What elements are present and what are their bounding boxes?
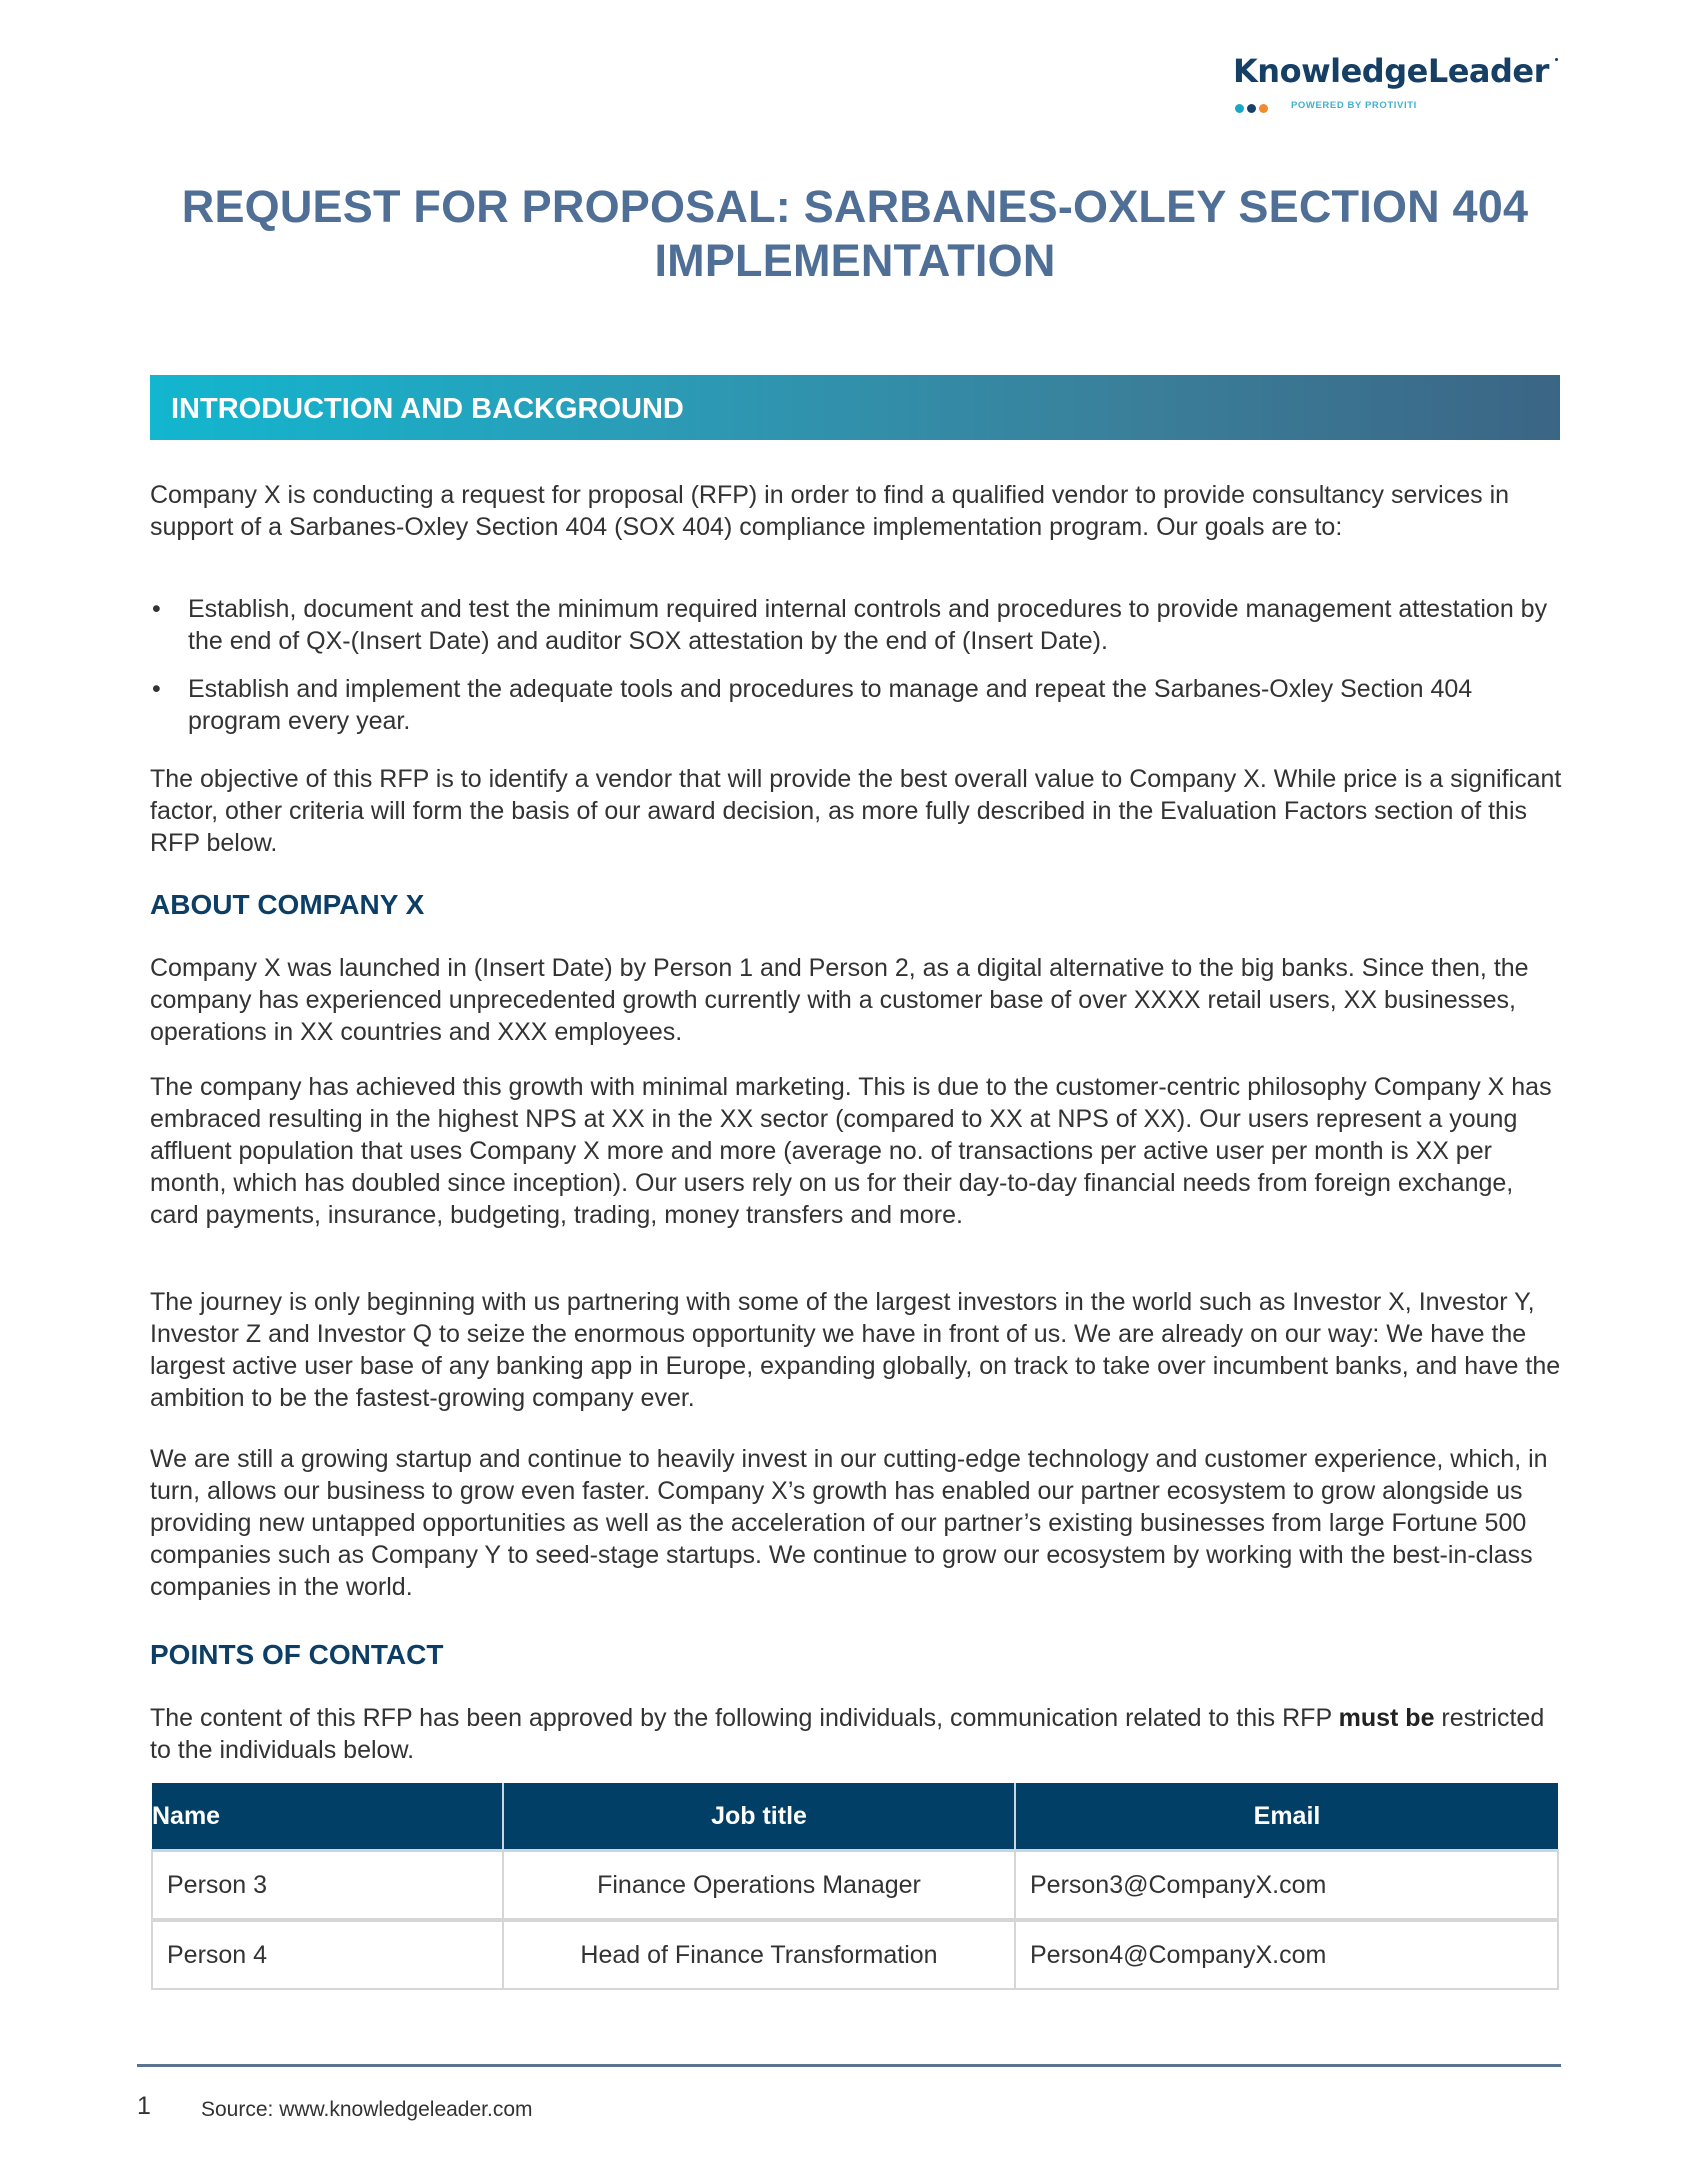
bullet-icon: • bbox=[152, 595, 161, 623]
cell-email: Person3@CompanyX.com bbox=[1015, 1851, 1558, 1921]
logo-wordmark: KnowledgeLeader bbox=[1233, 52, 1549, 90]
column-header-name: Name bbox=[152, 1783, 503, 1851]
goal-bullet-text: Establish, document and test the minimum required internal controls and procedures to provide management attestation by the end of QX-(Insert Date) and auditor SOX attestation by the end of (Insert Date). bbox=[188, 595, 1548, 655]
registered-mark-icon bbox=[1555, 58, 1558, 61]
objective-paragraph: The objective of this RFP is to identify a vendor that will provide the best overall value to Company X. While price is a significant factor, other criteria will form the basis of our award decision, as more fully described in the Evaluation Factors section of this RFP below. bbox=[150, 765, 1562, 857]
cell-email: Person4@CompanyX.com bbox=[1015, 1920, 1558, 1989]
logo-dot-teal bbox=[1235, 104, 1244, 113]
document-title: REQUEST FOR PROPOSAL: SARBANES-OXLEY SECTION 404 IMPLEMENTATION bbox=[181, 181, 1529, 286]
about-paragraph: The journey is only beginning with us partnering with some of the largest investors in the world such as Investor X, Investor Y, Investor Z and Investor Q to seize the enormous opportunity we have in front of us. We are already on our way: We have the largest active user base of any banking app in Europe, expanding globally, on track to take over incumbent banks, and have the ambition to be the fastest-growing company ever. bbox=[150, 1288, 1561, 1412]
table-row bbox=[152, 1851, 1558, 1921]
goal-bullet bbox=[150, 673, 1562, 737]
footer-source: Source: www.knowledgeleader.com bbox=[201, 2098, 533, 2121]
footer-divider bbox=[137, 2064, 1561, 2067]
table-row bbox=[152, 1920, 1558, 1989]
knowledgeleader-logo bbox=[1233, 52, 1563, 127]
logo-tagline: POWERED BY PROTIVITI bbox=[1291, 100, 1417, 111]
contacts-intro-emphasis: must be bbox=[1338, 1704, 1435, 1732]
column-header-email: Email bbox=[1015, 1783, 1558, 1851]
goal-bullet bbox=[150, 593, 1562, 657]
contacts-table bbox=[151, 1783, 1559, 1990]
cell-name: Person 4 bbox=[152, 1920, 503, 1989]
about-paragraph: Company X was launched in (Insert Date) by Person 1 and Person 2, as a digital alternative to the big banks. Since then, the company has experienced unprecedented growth currently with a customer base of over XXXX retail users, XX businesses, operations in XX countries and XXX employees. bbox=[150, 954, 1529, 1046]
heading-points-of-contact: POINTS OF CONTACT bbox=[150, 1639, 444, 1670]
page-number: 1 bbox=[137, 2092, 151, 2120]
intro-paragraph: Company X is conducting a request for proposal (RFP) in order to find a qualified vendor to provide consultancy services in support of a Sarbanes-Oxley Section 404 (SOX 404) compliance implementation program. Our goals are to: bbox=[150, 481, 1510, 541]
contacts-intro-paragraph bbox=[150, 1702, 1562, 1766]
section-banner-introduction bbox=[150, 375, 1560, 440]
cell-name: Person 3 bbox=[152, 1851, 503, 1921]
contacts-intro-text: The content of this RFP has been approved by the following individuals, communication related to this RFP bbox=[150, 1704, 1339, 1732]
heading-about-company: ABOUT COMPANY X bbox=[150, 889, 425, 920]
logo-dot-orange bbox=[1259, 104, 1268, 113]
about-paragraph: The company has achieved this growth with minimal marketing. This is due to the customer-centric philosophy Company X has embraced resulting in the highest NPS at XX in the XX sector (compared to XX at NPS of XX). Our users represent a young affluent population that uses Company X more and more (average no. of transactions per active user per month is XX per month, which has doubled since inception). Our users rely on us for their day-to-day financial needs from foreign exchange, card payments, insurance, budgeting, trading, money transfers and more. bbox=[150, 1073, 1552, 1229]
cell-job-title: Finance Operations Manager bbox=[503, 1851, 1015, 1921]
table-header-row bbox=[152, 1783, 1558, 1851]
column-header-job-title: Job title bbox=[503, 1783, 1015, 1851]
section-banner-label: INTRODUCTION AND BACKGROUND bbox=[171, 393, 684, 425]
bullet-icon: • bbox=[152, 675, 161, 703]
cell-job-title: Head of Finance Transformation bbox=[503, 1920, 1015, 1989]
about-paragraph: We are still a growing startup and continue to heavily invest in our cutting-edge technology and customer experience, which, in turn, allows our business to grow even faster. Company X’s growth has enabled our partner ecosystem to grow alongside us providing new untapped opportunities as well as the acceleration of our partner’s existing businesses from large Fortune 500 companies such as Company Y to seed-stage startups. We continue to grow our ecosystem by working with the best-in-class companies in the world. bbox=[150, 1445, 1548, 1601]
logo-dot-navy bbox=[1247, 104, 1256, 113]
logo-dots-icon bbox=[1235, 104, 1268, 113]
contacts-intro-text-end: restricted to the individuals below. bbox=[150, 1704, 1545, 1764]
goal-bullet-text: Establish and implement the adequate tools and procedures to manage and repeat the Sarbanes-Oxley Section 404 program every year. bbox=[188, 675, 1473, 735]
